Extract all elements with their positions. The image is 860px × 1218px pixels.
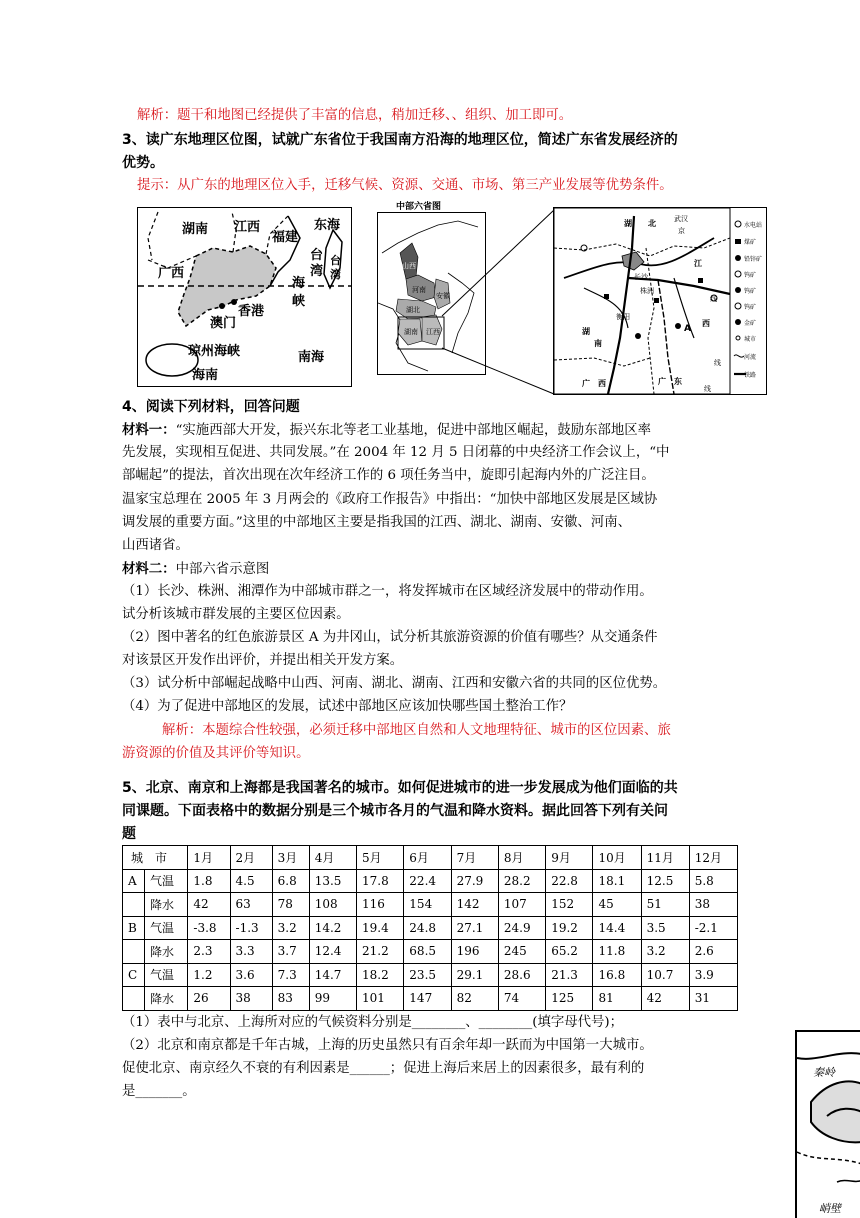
value-cell: 51	[641, 893, 689, 917]
material-1-line3: 部崛起”的提法，首次出现在次年经济工作的 6 项任务当中，旋即引起海内外的广泛注目。	[122, 468, 655, 483]
city-cell: C	[123, 963, 145, 987]
header-cell: 6月	[404, 846, 451, 870]
value-cell: 3.5	[641, 916, 689, 940]
label-hunan-c: 湖南	[404, 328, 418, 336]
value-cell: 108	[309, 893, 356, 917]
d-label-guang1: 广	[582, 379, 590, 388]
material-1-label: 材料一：	[122, 422, 176, 438]
city-cell	[123, 940, 145, 964]
d-label-wuhan: 武汉	[674, 215, 688, 223]
type-cell: 气温	[145, 869, 188, 893]
value-cell: 19.2	[546, 916, 593, 940]
table-row	[123, 869, 738, 893]
value-cell: 107	[498, 893, 545, 917]
legend-leadzinc: 铅锌矿	[744, 256, 763, 263]
d-label-zhuzhou: 株洲	[640, 287, 654, 295]
subq-4: （4）为了促进中部地区的发展，试述中部地区应该加快哪些国土整治工作？	[122, 699, 573, 714]
value-cell: 42	[188, 893, 230, 917]
d-label-xi: 西	[702, 319, 710, 328]
label-strait-4: 峡	[292, 294, 306, 309]
value-cell: 1.2	[188, 963, 230, 987]
value-cell: 63	[230, 893, 272, 917]
d-label-nan: 南	[594, 339, 602, 348]
material-1-text: “实施西部大开发，振兴东北等老工业基地，促进中部地区崛起，鼓励东部地区率	[175, 423, 652, 438]
value-cell: 18.2	[357, 963, 404, 987]
label-henan: 河南	[412, 286, 426, 294]
value-cell: 3.2	[641, 940, 689, 964]
value-cell: 12.5	[641, 869, 689, 893]
question-4: 4、阅读下列材料，回答问题	[122, 399, 300, 415]
label-hunan: 湖南	[182, 222, 209, 237]
material-1-line2: 先发展，实现相互促进、共同发展。”在 2004 年 12 月 5 日闭幕的中央经济工作会议上，“中	[122, 445, 670, 460]
value-cell: 3.6	[230, 963, 272, 987]
fill-question-2-line2: 促使北京、南京经久不衰的有利因素是______；促进上海后来居上的因素很多，最有利的	[122, 1061, 645, 1076]
legend-tungsten: 钨矿	[744, 272, 757, 279]
value-cell: 23.5	[404, 963, 451, 987]
value-cell: 116	[357, 893, 404, 917]
label-qiongzhou-strait: 琼州海峡	[188, 344, 241, 359]
d-label-xian3: 线	[704, 385, 711, 393]
d-label-jiang: 江	[694, 259, 702, 268]
value-cell: 28.2	[498, 869, 545, 893]
value-cell: 22.8	[546, 869, 593, 893]
header-cell: 10月	[593, 846, 641, 870]
table-row	[123, 963, 738, 987]
value-cell: 24.8	[404, 916, 451, 940]
label-hongkong: 香港	[238, 304, 265, 319]
value-cell: 7.3	[272, 963, 309, 987]
legend-mine-2: 钨矿	[744, 288, 757, 295]
d-label-dong: 东	[674, 377, 682, 386]
analysis-4-line1: 解析：本题综合性较强，必须迁移中部地区自然和人文地理特征、城市的区位因素、旅	[162, 723, 671, 738]
value-cell: 1.8	[188, 869, 230, 893]
climate-table	[122, 845, 738, 1011]
material-2-line	[122, 558, 269, 581]
value-cell: 196	[451, 940, 498, 964]
value-cell: 28.6	[498, 963, 545, 987]
material-1-line4: 温家宝总理在 2005 年 3 月两会的《政府工作报告》中指出：“加快中部地区发展是区域协	[122, 492, 658, 507]
value-cell: 147	[404, 987, 451, 1011]
label-strait-2: 湾	[310, 264, 324, 279]
value-cell: 4.5	[230, 869, 272, 893]
d-label-hu: 湖	[624, 219, 632, 228]
subq-2-line2: 对该景区开发作出评价，并提出相关开发方案。	[122, 653, 404, 668]
climate-table-body	[123, 869, 738, 1010]
header-cell: 8月	[498, 846, 545, 870]
d-label-jing: 京	[678, 227, 685, 235]
value-cell: 68.5	[404, 940, 451, 964]
legend-coal: 煤矿	[744, 239, 757, 246]
value-cell: 14.4	[593, 916, 641, 940]
value-cell: 3.9	[689, 963, 737, 987]
value-cell: 27.9	[451, 869, 498, 893]
side-label-cliff: 峭壁	[819, 1202, 841, 1215]
value-cell: 142	[451, 893, 498, 917]
table-header-row	[123, 846, 738, 870]
d-label-a: A	[684, 324, 691, 334]
header-cell: 城 市	[123, 846, 188, 870]
label-guangxi: 广西	[158, 266, 185, 281]
value-cell: 83	[272, 987, 309, 1011]
subq-1-line2: 试分析该城市群发展的主要区位因素。	[122, 607, 350, 622]
guangdong-location-map	[137, 207, 352, 387]
value-cell: 27.1	[451, 916, 498, 940]
header-cell: 12月	[689, 846, 737, 870]
header-cell: 3月	[272, 846, 309, 870]
value-cell: 245	[498, 940, 545, 964]
material-2-label: 材料二：	[122, 561, 176, 577]
d-label-xian2: 线	[714, 359, 721, 367]
value-cell: 42	[641, 987, 689, 1011]
label-fujian: 福建	[272, 230, 299, 245]
type-cell: 降水	[145, 893, 188, 917]
value-cell: -1.3	[230, 916, 272, 940]
legend-railway: 铁路	[744, 372, 757, 379]
subq-2-line1: （2）图中著名的红色旅游景区 A 为井冈山，试分析其旅游资源的价值有哪些？从交通条件	[122, 630, 658, 645]
side-map-cropped	[795, 1030, 860, 1218]
value-cell: 16.8	[593, 963, 641, 987]
label-jiangxi-c: 江西	[426, 328, 440, 336]
value-cell: 6.8	[272, 869, 309, 893]
material-1-line5: 调发展的重要方面。”这里的中部地区主要是指我国的江西、湖北、湖南、安徽、河南、	[122, 515, 631, 530]
fill-question-2-line3: 是_______。	[122, 1084, 196, 1099]
type-cell: 气温	[145, 916, 188, 940]
value-cell: 12.4	[309, 940, 356, 964]
question-3-line2: 优势。	[122, 155, 164, 171]
side-map-drawing	[797, 1032, 860, 1218]
value-cell: 26	[188, 987, 230, 1011]
value-cell: 3.2	[272, 916, 309, 940]
value-cell: 65.2	[546, 940, 593, 964]
value-cell: 2.3	[188, 940, 230, 964]
label-jiangxi: 江西	[234, 220, 261, 235]
label-macau: 澳门	[210, 316, 237, 331]
d-label-bei: 北	[648, 219, 656, 228]
value-cell: 38	[689, 893, 737, 917]
value-cell: 99	[309, 987, 356, 1011]
label-shanxi: 山西	[402, 262, 416, 270]
value-cell: 21.2	[357, 940, 404, 964]
map-connector-lines	[420, 208, 560, 398]
city-cell	[123, 893, 145, 917]
value-cell: 154	[404, 893, 451, 917]
subq-3: （3）试分析中部崛起战略中山西、河南、湖北、湖南、江西和安徽六省的共同的区位优势。	[122, 676, 667, 691]
material-1-line6: 山西诸省。	[122, 538, 189, 553]
d-label-hu2: 湖	[582, 327, 590, 336]
header-cell: 11月	[641, 846, 689, 870]
central-map-title: 中部六省图	[396, 202, 442, 212]
city-cell: B	[123, 916, 145, 940]
value-cell: 18.1	[593, 869, 641, 893]
value-cell: 3.3	[230, 940, 272, 964]
d-label-guang2: 广	[658, 377, 666, 386]
question-5-line2: 同课题。下面表格中的数据分别是三个城市各月的气温和降水资料。据此回答下列有关问	[122, 803, 668, 819]
value-cell: 19.4	[357, 916, 404, 940]
value-cell: 22.4	[404, 869, 451, 893]
label-strait-3: 海	[292, 276, 306, 291]
value-cell: 10.7	[641, 963, 689, 987]
label-taiwan-2: 湾	[330, 268, 341, 281]
header-cell: 2月	[230, 846, 272, 870]
table-row	[123, 893, 738, 917]
fill-question-1: （1）表中与北京、上海所对应的气候资料分别是________、________(填字母代号)；	[122, 1015, 624, 1030]
value-cell: 81	[593, 987, 641, 1011]
value-cell: 125	[546, 987, 593, 1011]
value-cell: 14.7	[309, 963, 356, 987]
table-row	[123, 916, 738, 940]
header-cell: 7月	[451, 846, 498, 870]
value-cell: 2.6	[689, 940, 737, 964]
legend-gold: 金矿	[744, 320, 757, 327]
label-hainan: 海南	[192, 368, 219, 383]
legend-river: 河流	[744, 354, 757, 361]
value-cell: 14.2	[309, 916, 356, 940]
city-cell: A	[123, 869, 145, 893]
header-cell: 9月	[546, 846, 593, 870]
label-east-sea: 东海	[314, 218, 341, 233]
question-3-line1: 3、读广东地理区位图，试就广东省位于我国南方沿海的地理区位，简述广东省发展经济的	[122, 132, 678, 148]
value-cell: 152	[546, 893, 593, 917]
type-cell: 降水	[145, 987, 188, 1011]
value-cell: 21.3	[546, 963, 593, 987]
value-cell: 29.1	[451, 963, 498, 987]
question-5-line1: 5、北京、南京和上海都是我国著名的城市。如何促进城市的进一步发展成为他们面临的共	[122, 780, 678, 796]
value-cell: -2.1	[689, 916, 737, 940]
type-cell: 降水	[145, 940, 188, 964]
central-detail-map	[553, 207, 767, 395]
value-cell: 24.9	[498, 916, 545, 940]
value-cell: 45	[593, 893, 641, 917]
material-1-line1	[122, 419, 651, 442]
label-hubei: 湖北	[406, 306, 420, 314]
analysis-line: 解析：题干和地图已经提供了丰富的信息，稍加迁移、、组织、加工即可。	[137, 108, 573, 123]
d-label-changsha: 长沙	[634, 273, 648, 281]
value-cell: 17.8	[357, 869, 404, 893]
material-2-text: 中部六省示意图	[175, 562, 270, 577]
label-strait-1: 台	[310, 248, 324, 263]
value-cell: 82	[451, 987, 498, 1011]
hint-3: 提示：从广东的地理区位入手，迁移气候、资源、交通、市场、第三产业发展等优势条件。	[137, 178, 673, 193]
header-cell: 5月	[357, 846, 404, 870]
value-cell: 38	[230, 987, 272, 1011]
fill-question-2-line1: （2）北京和南京都是千年古城，上海的历史虽然只有百余年却一跃而为中国第一大城市。	[122, 1038, 653, 1053]
header-cell: 4月	[309, 846, 356, 870]
legend-city: 城市	[744, 336, 757, 343]
d-label-hengyang: 衡阳	[616, 313, 630, 321]
d-label-xi2: 西	[598, 379, 606, 388]
side-label-qinling: 秦岭	[813, 1066, 835, 1079]
value-cell: 78	[272, 893, 309, 917]
detail-map-drawing	[554, 208, 766, 394]
city-cell	[123, 987, 145, 1011]
label-taiwan-1: 台	[330, 254, 341, 267]
value-cell: 11.8	[593, 940, 641, 964]
question-5-line3: 题	[122, 826, 136, 842]
value-cell: 101	[357, 987, 404, 1011]
type-cell: 气温	[145, 963, 188, 987]
value-cell: 13.5	[309, 869, 356, 893]
analysis-4-line2: 游资源的价值及其评价等知识。	[122, 746, 310, 761]
table-row	[123, 987, 738, 1011]
subq-1-line1: （1）长沙、株洲、湘潭作为中部城市群之一，将发挥城市在区域经济发展中的带动作用。	[122, 584, 653, 599]
legend-hydro: 水电站	[744, 222, 763, 229]
value-cell: 3.7	[272, 940, 309, 964]
value-cell: 74	[498, 987, 545, 1011]
value-cell: 31	[689, 987, 737, 1011]
legend-mine-3: 钨矿	[744, 304, 757, 311]
value-cell: 5.8	[689, 869, 737, 893]
table-row	[123, 940, 738, 964]
d-label-xian1: 线	[710, 295, 717, 303]
label-south-sea: 南海	[298, 350, 325, 365]
value-cell: -3.8	[188, 916, 230, 940]
header-cell: 1月	[188, 846, 230, 870]
label-anhui: 安徽	[436, 292, 450, 300]
